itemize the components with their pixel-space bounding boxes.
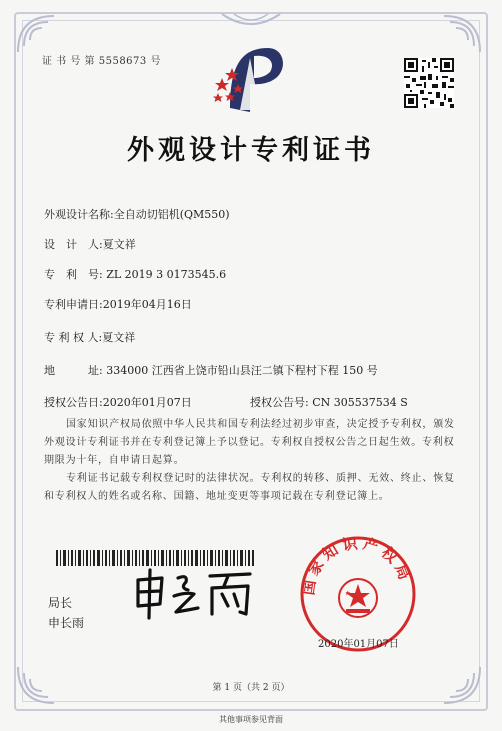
design-name-row — [44, 206, 230, 222]
grant-date-label: 授权公告日: — [44, 396, 103, 409]
page-title: 外观设计专利证书 — [127, 135, 375, 166]
grant-number-value: CN 305537534 S — [312, 396, 408, 409]
seal-date: 2020年01月07日 — [318, 639, 399, 650]
patentee-value: 夏文祥 — [102, 331, 136, 344]
grant-statement-paragraph: 国家知识产权局依照中华人民共和国专利法经过初步审查，决定授予专利权，颁发外观设计专利证书并在专利登记簿上予以登记。专利权自授权公告之日起生效。专利权期限为十年，自申请日起算。 — [44, 419, 455, 466]
legal-status-paragraph: 专利证书记载专利权登记时的法律状况。专利权的转移、质押、无效、终止、恢复和专利权人的姓名或名称、国籍、地址变更等事项记载在专利登记簿上。 — [44, 473, 455, 502]
corner-ornament-icon — [436, 12, 484, 60]
filing-date-value: 2019年04月16日 — [102, 298, 192, 311]
patent-number-label: 专 利 号: — [44, 268, 103, 281]
patent-office-logo-icon — [210, 38, 290, 116]
handwritten-signature-icon — [128, 566, 258, 622]
patent-number-row — [44, 266, 226, 282]
address-row — [44, 362, 378, 378]
grant-number-label: 授权公告号: — [250, 396, 309, 409]
address-label: 地 址: — [44, 364, 103, 377]
design-name-value: 全自动切铝机(QM550) — [113, 208, 230, 221]
address-value: 334000 江西省上饶市铅山县汪二镇下程村下程 150 号 — [106, 364, 378, 377]
page-indicator: 第 1 页（共 2 页） — [212, 683, 290, 693]
design-name-label: 外观设计名称: — [44, 208, 114, 221]
director-title: 局长 — [48, 596, 73, 610]
qr-code-icon — [404, 58, 454, 108]
filing-date-row — [44, 296, 192, 312]
grant-date-row — [44, 394, 192, 410]
cert-number-label: 证 书 号 第 — [42, 56, 96, 67]
patentee-row — [44, 329, 135, 345]
patentee-label: 专 利 权 人: — [44, 331, 103, 344]
patent-number-value: ZL 2019 3 0173545.6 — [106, 268, 227, 281]
designer-value: 夏文祥 — [102, 238, 136, 251]
cert-number-suffix: 号 — [150, 56, 161, 67]
filing-date-label: 专利申请日: — [44, 298, 103, 311]
cert-number-value: 5558673 — [98, 56, 147, 67]
barcode-icon — [56, 550, 254, 566]
grant-date-value: 2020年01月07日 — [102, 396, 192, 409]
designer-label: 设 计 人: — [44, 238, 103, 251]
grant-number-row — [250, 394, 408, 410]
top-ornament-icon — [220, 12, 282, 32]
seal-text: 国家知识产权局 — [299, 534, 416, 597]
footer-note: 其他事项参见背面 — [219, 715, 283, 724]
certificate-number — [42, 52, 161, 67]
director-name: 申长雨 — [48, 616, 85, 630]
designer-row — [44, 236, 136, 252]
